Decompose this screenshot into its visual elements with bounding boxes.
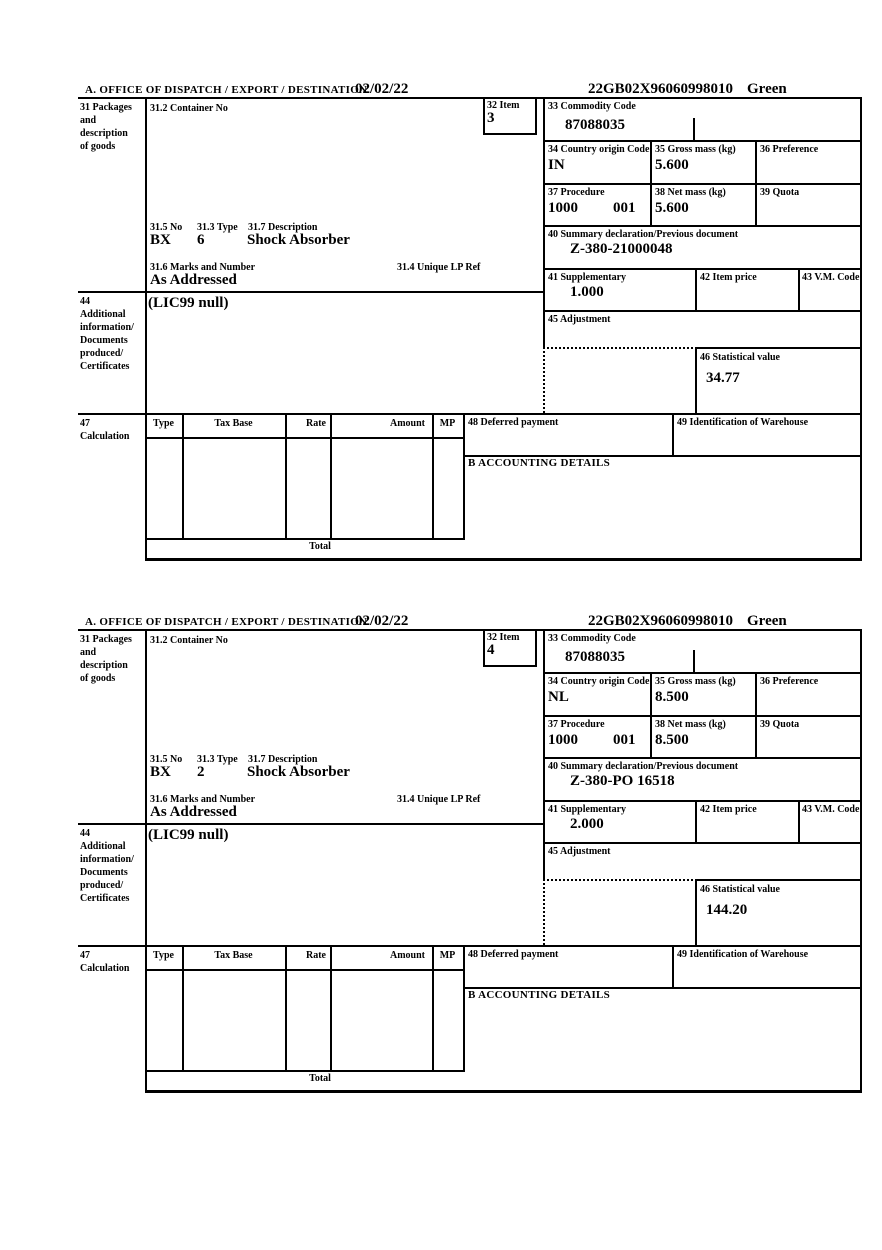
adjustment-dotted-border-top (543, 879, 697, 881)
item-number-value: 4 (487, 642, 495, 658)
form-top-border (78, 629, 862, 631)
net-mass-value: 5.600 (655, 200, 689, 216)
row34-top-border (543, 140, 862, 142)
row45-top-border (543, 842, 862, 844)
quota-label: 39 Quota (760, 187, 800, 198)
box48-49-divider (672, 945, 674, 989)
box33-subdivision-divider (693, 650, 695, 672)
calc-col-rate-header: Rate (306, 418, 326, 429)
form-bottom-border (145, 1090, 862, 1093)
form-right-border (860, 97, 862, 561)
item-label: 32 Item (487, 100, 520, 111)
col42-43-divider (798, 268, 800, 312)
adjustment-label: 45 Adjustment (548, 314, 611, 325)
col42-43-divider (798, 800, 800, 844)
summary-declaration-value: Z-380-21000048 (570, 241, 673, 257)
dispatch-date: 02/02/22 (355, 613, 409, 629)
procedure-value: 1000 (548, 732, 578, 748)
calc-col-taxbase-header: Tax Base (214, 950, 253, 961)
declaration-reference-line (588, 81, 787, 98)
country-origin-label: 34 Country origin Code (548, 144, 650, 155)
box32-bottom-border (483, 665, 537, 667)
package-no-label: 31.5 No (150, 222, 183, 233)
goods-description-value: Shock Absorber (247, 232, 350, 248)
routing-channel: Green (747, 613, 787, 629)
calc-col-amount-header: Amount (389, 950, 425, 961)
deferred-payment-label: 48 Deferred payment (468, 417, 559, 428)
goods-description-value: Shock Absorber (247, 764, 350, 780)
country-origin-label: 34 Country origin Code (548, 676, 650, 687)
calc-col-rate-divider (330, 945, 332, 1070)
declaration-reference: 22GB02X96060998010 (588, 81, 734, 97)
adjustment-label: 45 Adjustment (548, 846, 611, 857)
marks-and-number-label: 31.6 Marks and Number (150, 262, 256, 273)
calc-col-type-divider (182, 945, 184, 1070)
col41-42-divider (695, 800, 697, 844)
routing-channel: Green (747, 81, 787, 97)
declaration-reference: 22GB02X96060998010 (588, 613, 734, 629)
adjustment-dotted-border-top (543, 347, 697, 349)
calc-body-bottom-border (145, 538, 463, 540)
calc-table-right-border (463, 945, 465, 1072)
adjustment-dotted-border-left (543, 879, 545, 945)
net-mass-label: 38 Net mass (kg) (655, 187, 726, 198)
calc-header-bottom-border (145, 969, 463, 971)
supplementary-value: 1.000 (570, 284, 604, 300)
summary-declaration-label: 40 Summary declaration/Previous document (548, 761, 739, 772)
form-top-border (78, 97, 862, 99)
container-no-label: 31.2 Container No (150, 103, 228, 114)
calc-col-type-divider (182, 413, 184, 538)
calc-total-label: Total (309, 541, 331, 552)
country-origin-value: IN (548, 157, 565, 173)
container-no-label: 31.2 Container No (150, 635, 228, 646)
preference-label: 36 Preference (760, 676, 819, 687)
row34-top-border (543, 672, 862, 674)
package-type-value: 6 (197, 232, 205, 248)
row37-top-border (543, 183, 862, 185)
marks-and-number-value: As Addressed (150, 804, 237, 820)
preference-label: 36 Preference (760, 144, 819, 155)
col34-35-divider (650, 672, 652, 759)
box44-box47-divider (78, 413, 862, 415)
box47-label: 47 Calculation (80, 418, 130, 442)
calc-col-taxbase-header: Tax Base (214, 418, 253, 429)
calc-col-amount-divider (432, 413, 434, 538)
package-no-value: BX (150, 764, 171, 780)
calc-col-rate-divider (330, 413, 332, 538)
box31-label: 31 Packages and description of goods (80, 634, 132, 684)
box46-left-border (695, 879, 697, 947)
procedure-extra-value: 001 (613, 200, 636, 216)
box33-subdivision-divider (693, 118, 695, 140)
summary-declaration-value: Z-380-PO 16518 (570, 773, 675, 789)
calc-col-amount-divider (432, 945, 434, 1070)
supplementary-value: 2.000 (570, 816, 604, 832)
package-type-label: 31.3 Type (197, 222, 238, 233)
left-column-divider (145, 629, 147, 1093)
accounting-details-label: B ACCOUNTING DETAILS (468, 457, 611, 469)
box44-box47-divider (78, 945, 862, 947)
warehouse-id-label: 49 Identification of Warehouse (677, 417, 809, 428)
deferred-payment-label: 48 Deferred payment (468, 949, 559, 960)
box44-label: 44 Additional information/ Documents produced/ Certificates (80, 296, 134, 372)
additional-information-value: (LIC99 null) (148, 827, 229, 843)
row41-top-border (543, 800, 862, 802)
declaration-item-section (0, 80, 882, 612)
net-mass-label: 38 Net mass (kg) (655, 719, 726, 730)
summary-declaration-label: 40 Summary declaration/Previous document (548, 229, 739, 240)
package-no-value: BX (150, 232, 171, 248)
goods-description-label: 31.7 Description (248, 222, 318, 233)
procedure-value: 1000 (548, 200, 578, 216)
box32-right-border (535, 629, 537, 667)
adjustment-dotted-border-left (543, 347, 545, 413)
item-price-label: 42 Item price (700, 804, 757, 815)
office-of-dispatch-header: A. OFFICE OF DISPATCH / EXPORT / DESTINATION (85, 84, 368, 96)
statistical-value: 144.20 (706, 902, 748, 918)
procedure-label: 37 Procedure (548, 187, 605, 198)
supplementary-label: 41 Supplementary (548, 272, 627, 283)
box44-label: 44 Additional information/ Documents produced/ Certificates (80, 828, 134, 904)
calc-col-amount-header: Amount (389, 418, 425, 429)
item-price-label: 42 Item price (700, 272, 757, 283)
package-type-label: 31.3 Type (197, 754, 238, 765)
col35-36-divider (755, 672, 757, 759)
commodity-code-label: 33 Commodity Code (548, 633, 636, 644)
gross-mass-value: 8.500 (655, 689, 689, 705)
row40-top-border (543, 757, 862, 759)
package-type-value: 2 (197, 764, 205, 780)
form-right-border (860, 629, 862, 1093)
declaration-reference-line (588, 613, 787, 630)
vm-code-label: 43 V.M. Code (802, 272, 860, 283)
row40-top-border (543, 225, 862, 227)
unique-lp-ref-label: 31.4 Unique LP Ref (397, 262, 481, 273)
calc-col-type-header: Type (153, 950, 174, 961)
item-number-value: 3 (487, 110, 495, 126)
declaration-item-section (0, 612, 882, 1144)
col35-36-divider (755, 140, 757, 227)
left-column-divider (145, 97, 147, 561)
office-of-dispatch-header: A. OFFICE OF DISPATCH / EXPORT / DESTINATION (85, 616, 368, 628)
row45-top-border (543, 310, 862, 312)
calc-body-bottom-border (145, 1070, 463, 1072)
marks-and-number-value: As Addressed (150, 272, 237, 288)
box32-left-border (483, 629, 485, 667)
calc-col-taxbase-divider (285, 413, 287, 538)
row37-top-border (543, 715, 862, 717)
gross-mass-label: 35 Gross mass (kg) (655, 144, 736, 155)
box31-box44-divider (78, 823, 545, 825)
additional-information-value: (LIC99 null) (148, 295, 229, 311)
col34-35-divider (650, 140, 652, 227)
warehouse-id-label: 49 Identification of Warehouse (677, 949, 809, 960)
calc-col-mp-header: MP (439, 418, 456, 429)
supplementary-label: 41 Supplementary (548, 804, 627, 815)
marks-and-number-label: 31.6 Marks and Number (150, 794, 256, 805)
vm-code-label: 43 V.M. Code (802, 804, 860, 815)
box47-label: 47 Calculation (80, 950, 130, 974)
gross-mass-label: 35 Gross mass (kg) (655, 676, 736, 687)
calc-col-rate-header: Rate (306, 950, 326, 961)
calc-col-mp-header: MP (439, 950, 456, 961)
box48-49-divider (672, 413, 674, 457)
box31-box44-divider (78, 291, 545, 293)
box32-bottom-border (483, 133, 537, 135)
calc-col-type-header: Type (153, 418, 174, 429)
item-label: 32 Item (487, 632, 520, 643)
accounting-details-label: B ACCOUNTING DETAILS (468, 989, 611, 1001)
box31-label: 31 Packages and description of goods (80, 102, 132, 152)
box46-left-border (695, 347, 697, 415)
statistical-value-label: 46 Statistical value (700, 884, 780, 895)
box32-left-border (483, 97, 485, 135)
calc-table-right-border (463, 413, 465, 540)
box32-right-border (535, 97, 537, 135)
box46-top-border (695, 879, 862, 881)
calc-total-label: Total (309, 1073, 331, 1084)
quota-label: 39 Quota (760, 719, 800, 730)
box46-top-border (695, 347, 862, 349)
calc-col-taxbase-divider (285, 945, 287, 1070)
commodity-code-value: 87088035 (565, 117, 625, 133)
net-mass-value: 8.500 (655, 732, 689, 748)
col41-42-divider (695, 268, 697, 312)
package-no-label: 31.5 No (150, 754, 183, 765)
gross-mass-value: 5.600 (655, 157, 689, 173)
commodity-code-value: 87088035 (565, 649, 625, 665)
procedure-label: 37 Procedure (548, 719, 605, 730)
commodity-code-label: 33 Commodity Code (548, 101, 636, 112)
unique-lp-ref-label: 31.4 Unique LP Ref (397, 794, 481, 805)
country-origin-value: NL (548, 689, 569, 705)
form-bottom-border (145, 558, 862, 561)
row41-top-border (543, 268, 862, 270)
procedure-extra-value: 001 (613, 732, 636, 748)
statistical-value: 34.77 (706, 370, 740, 386)
calc-header-bottom-border (145, 437, 463, 439)
statistical-value-label: 46 Statistical value (700, 352, 780, 363)
dispatch-date: 02/02/22 (355, 81, 409, 97)
goods-description-label: 31.7 Description (248, 754, 318, 765)
